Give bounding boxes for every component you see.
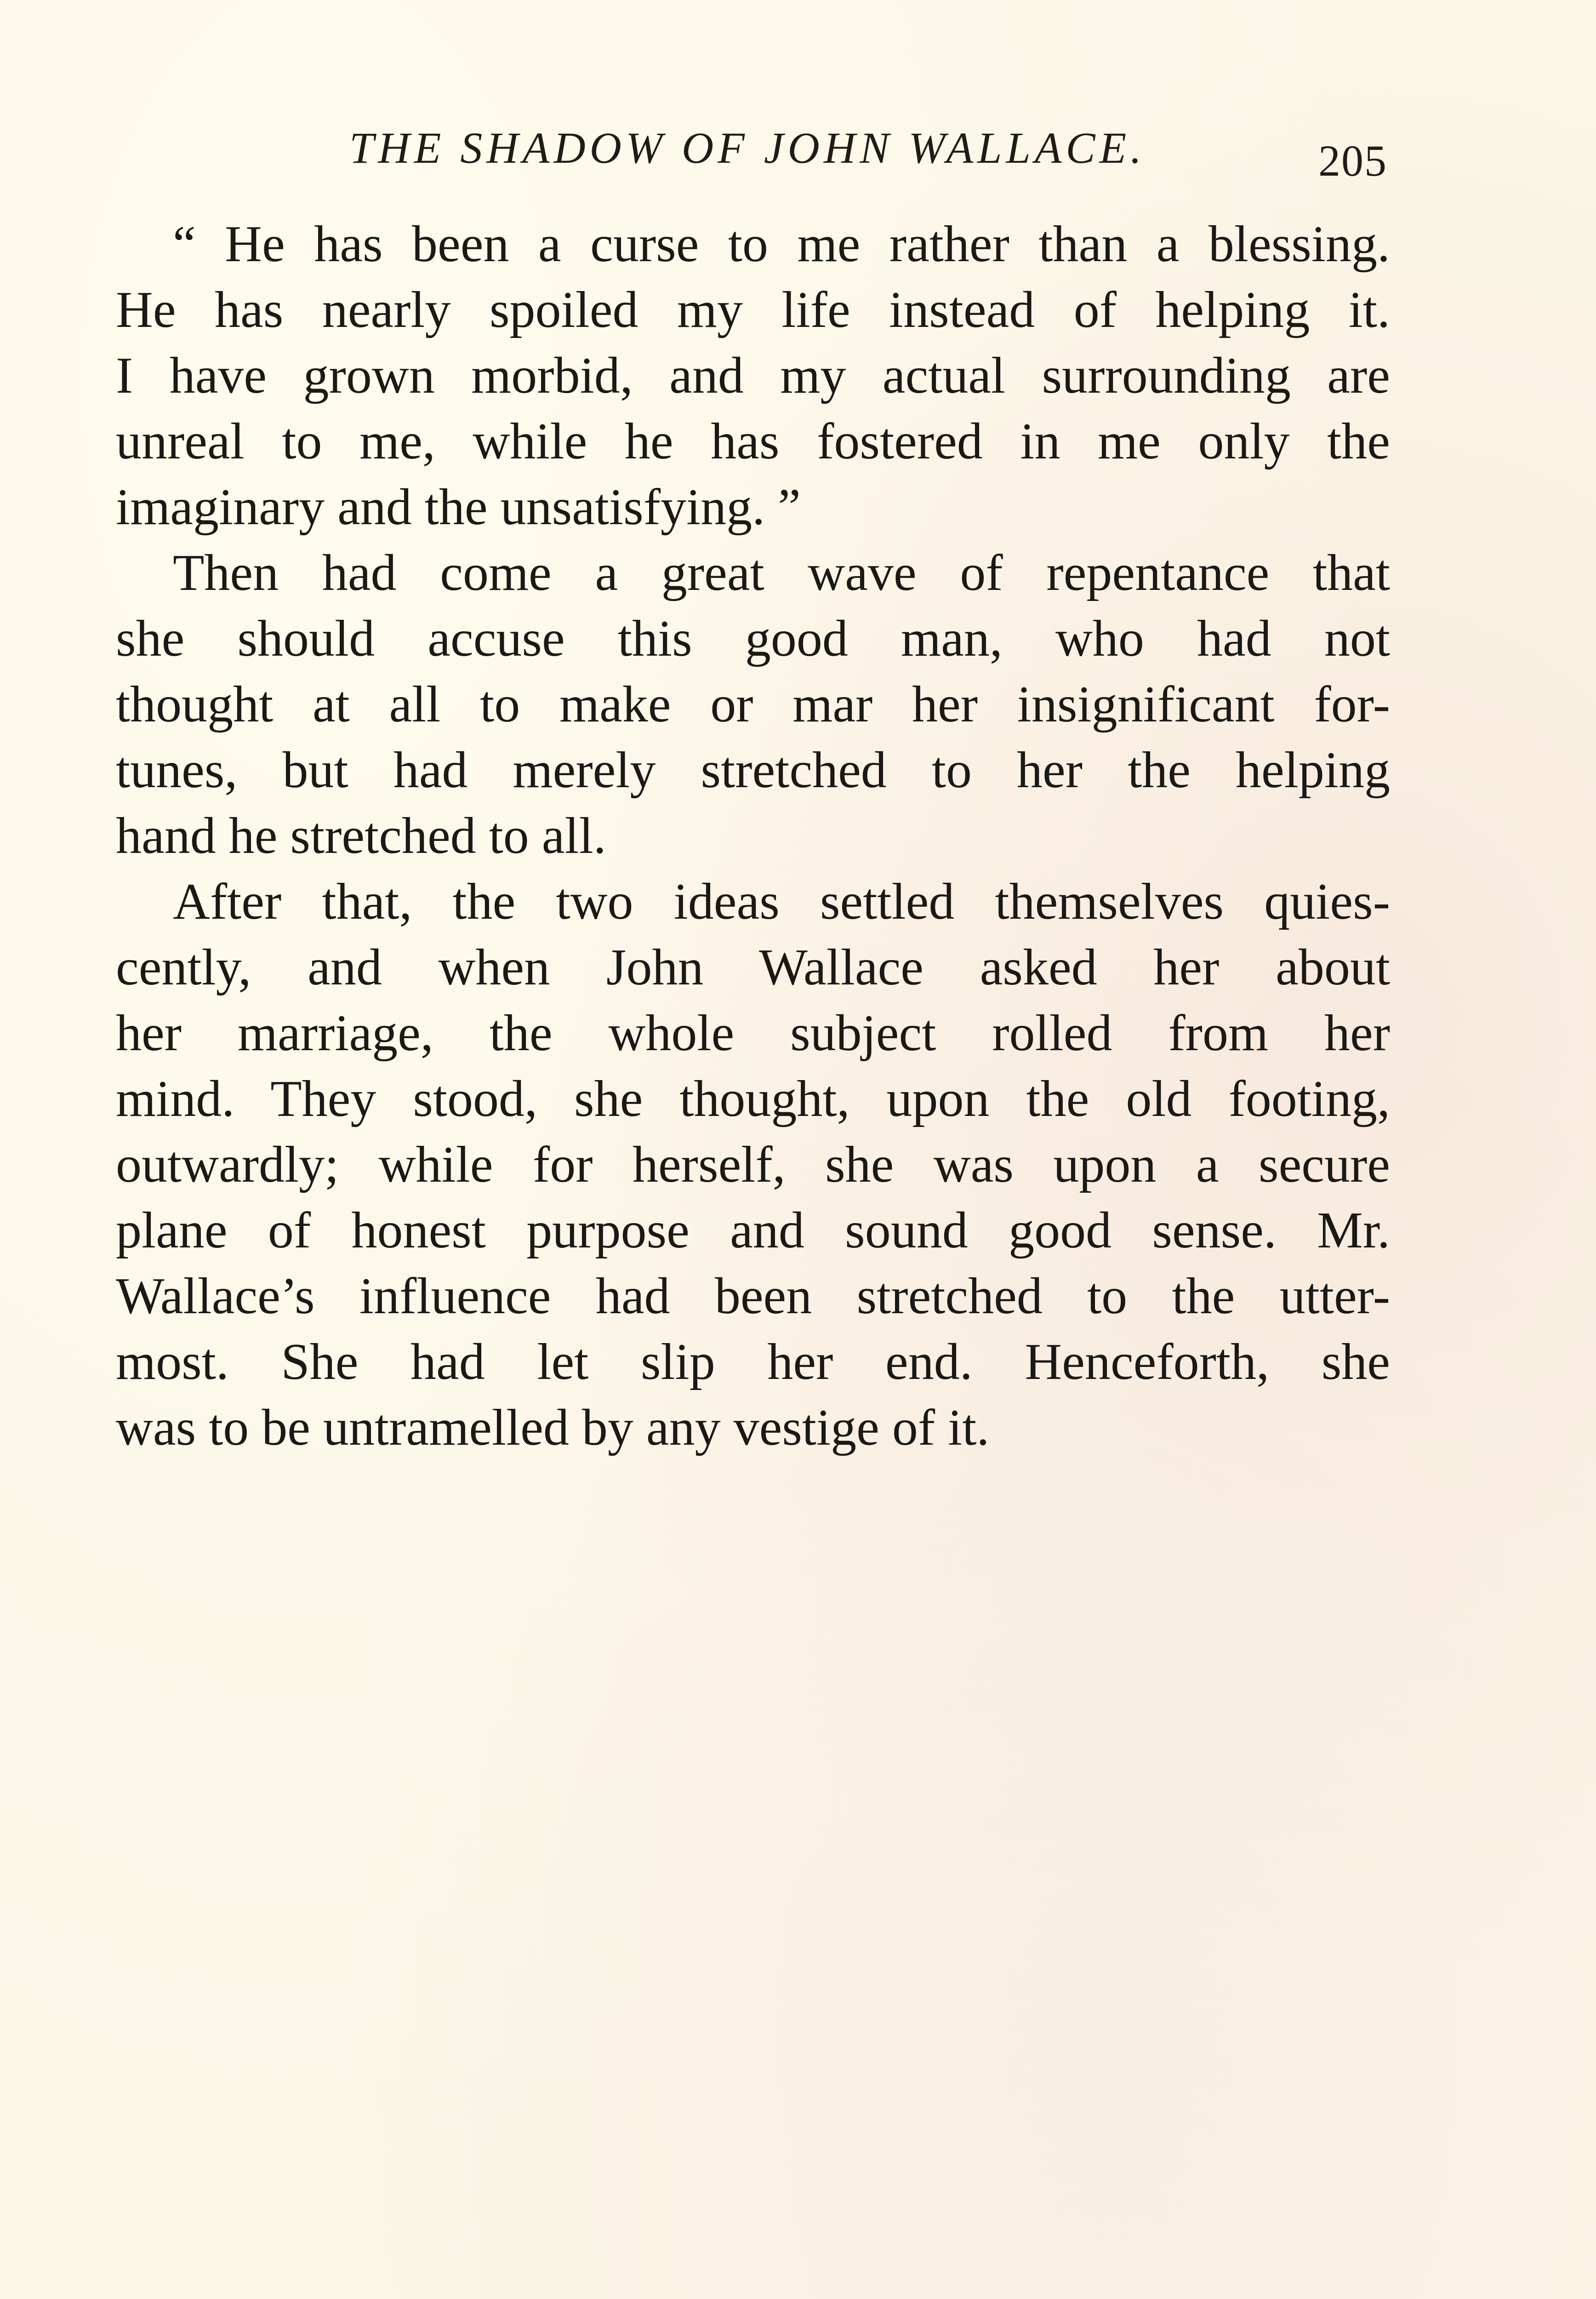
paragraph-2 — [116, 540, 1390, 869]
running-head — [0, 120, 1596, 185]
paragraph-1-line-2: He has nearly spoiled my life instead of helping it. — [116, 281, 1390, 338]
paragraph-3-line-2: cently, and when John Wallace asked her about — [116, 939, 1390, 996]
paragraph-1-line-5: imaginary and the unsatisfying. ” — [116, 479, 801, 536]
paragraph-1-line-1: “ He has been a curse to me rather than a blessing. — [173, 216, 1390, 273]
paragraph-2-line-2: she should accuse this good man, who had not — [116, 610, 1390, 667]
paragraph-3-line-1: After that, the two ideas settled themselves quies- — [173, 873, 1390, 930]
page-number: 205 — [1318, 136, 1387, 185]
paragraph-2-line-3: thought at all to make or mar her insignificant for- — [116, 676, 1390, 733]
paragraph-1-line-4: unreal to me, while he has fostered in me only the — [116, 413, 1390, 470]
paragraph-3-line-9: was to be untramelled by any vestige of it. — [116, 1399, 990, 1456]
paragraph-3-line-7: Wallace’s influence had been stretched to the utter- — [116, 1268, 1390, 1325]
paragraph-1 — [116, 212, 1390, 540]
paragraph-3-line-3: her marriage, the whole subject rolled from her — [116, 1005, 1390, 1062]
paragraph-3-line-4: mind. They stood, she thought, upon the old footing, — [116, 1070, 1390, 1127]
running-title: THE SHADOW OF JOHN WALLACE. — [349, 123, 1146, 172]
paragraph-3-line-8: most. She had let slip her end. Henceforth, she — [116, 1333, 1390, 1390]
paragraph-2-line-5: hand he stretched to all. — [116, 807, 606, 864]
paragraph-3-line-6: plane of honest purpose and sound good sense. Mr. — [116, 1202, 1390, 1259]
paragraph-2-line-4: tunes, but had merely stretched to her the helping — [116, 742, 1390, 799]
body-text — [116, 212, 1390, 1461]
paragraph-3 — [116, 869, 1390, 1461]
paragraph-3-line-5: outwardly; while for herself, she was upon a secure — [116, 1136, 1390, 1193]
paragraph-1-line-3: I have grown morbid, and my actual surrounding are — [116, 347, 1390, 404]
paragraph-2-line-1: Then had come a great wave of repentance that — [173, 544, 1390, 601]
